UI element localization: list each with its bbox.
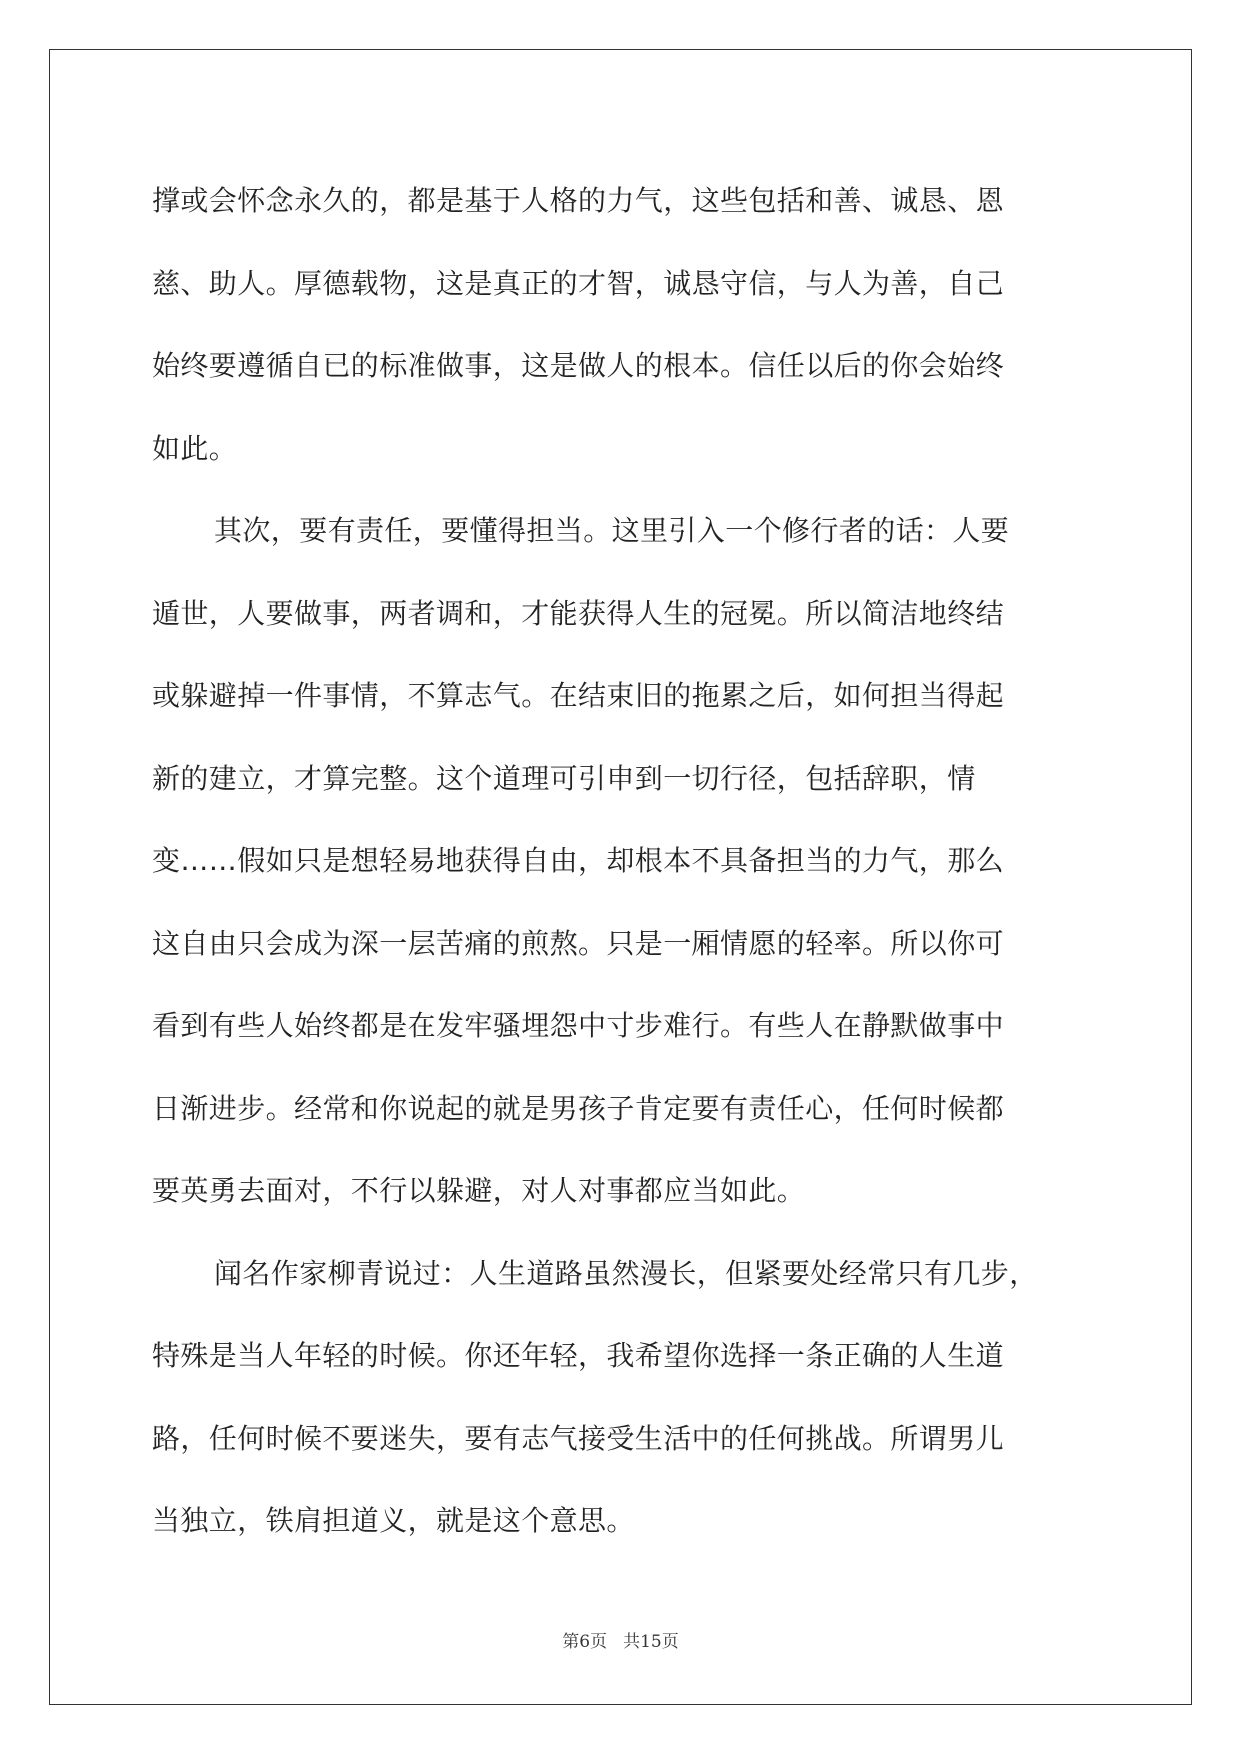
page-number: 第6页 bbox=[562, 1632, 608, 1652]
text-line: 这自由只会成为深一层苦痛的煎熬。只是一厢情愿的轻率。所以你可 bbox=[152, 926, 1005, 960]
text-line: 当独立，铁肩担道义，就是这个意思。 bbox=[152, 1504, 635, 1537]
text-line: 始终要遵循自已的标准做事，这是做人的根本。信任以后的你会始终 bbox=[152, 349, 1005, 382]
text-line: 特殊是当人年轻的时候。你还年轻，我希望你选择一条正确的人生道 bbox=[152, 1339, 1005, 1372]
text-line: 要英勇去面对，不行以躲避，对人对事都应当如此。 bbox=[152, 1174, 806, 1207]
paragraph-1 bbox=[152, 160, 1092, 490]
paragraph-2 bbox=[152, 490, 1092, 1233]
page-footer bbox=[0, 1627, 1241, 1652]
text-line: 日渐进步。经常和你说起的就是男孩子肯定要有责任心，任何时候都 bbox=[152, 1091, 1005, 1125]
text-line: 变……假如只是想轻易地获得自由，却根本不具备担当的力气，那么 bbox=[152, 844, 1005, 877]
text-line: 或躲避掉一件事情，不算志气。在结束旧的拖累之后，如何担当得起 bbox=[152, 679, 1005, 712]
page-total: 共15页 bbox=[623, 1632, 679, 1652]
text-line: 看到有些人始终都是在发牢骚埋怨中寸步难行。有些人在静默做事中 bbox=[152, 1009, 1005, 1042]
text-line: 闻名作家柳青说过：人生道路虽然漫长，但紧要处经常只有几步， bbox=[214, 1256, 1038, 1290]
text-line: 新的建立，才算完整。这个道理可引申到一切行径，包括辞职，情 bbox=[152, 761, 976, 795]
text-line: 路，任何时候不要迷失，要有志气接受生活中的任何挑战。所谓男儿 bbox=[152, 1421, 1005, 1455]
document-body bbox=[152, 160, 1092, 1563]
text-line: 如此。 bbox=[152, 431, 238, 465]
text-line: 其次，要有责任，要懂得担当。这里引入一个修行者的话：人要 bbox=[214, 514, 1010, 547]
text-line: 慈、助人。厚德载物，这是真正的才智，诚恳守信，与人为善，自己 bbox=[152, 266, 1005, 300]
paragraph-3 bbox=[152, 1233, 1092, 1563]
text-line: 遁世，人要做事，两者调和，才能获得人生的冠冕。所以简洁地终结 bbox=[152, 596, 1005, 630]
text-line: 撑或会怀念永久的，都是基于人格的力气，这些包括和善、诚恳、恩 bbox=[152, 184, 1005, 217]
